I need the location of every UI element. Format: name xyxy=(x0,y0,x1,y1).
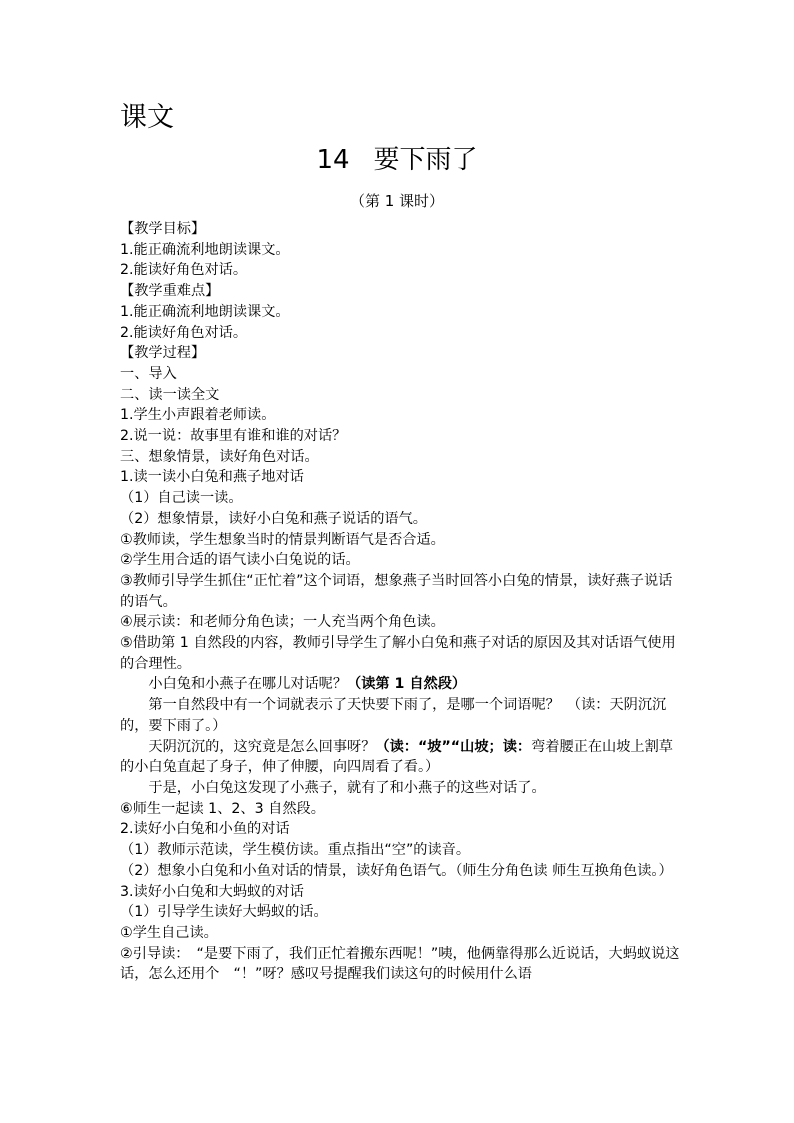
paragraph-text: 弯着腰正在山坡上割草的小白兔直起了身子，伸了伸腰，向四周看了看。） xyxy=(120,738,673,776)
goal-item: 2.能读好角色对话。 xyxy=(120,262,248,279)
keypoint-item: 2.能读好角色对话。 xyxy=(120,324,248,341)
list-item: 2.说一说：故事里有谁和谁的对话？ xyxy=(120,428,347,445)
lesson-title-text: 要下雨了 xyxy=(373,145,478,175)
paragraph: 第一自然段中有一个词就表示了天快要下雨了，是哪一个词语呢？ （读：天阴沉沉的，要下雨了。） xyxy=(120,697,667,734)
list-item: （1）引导学生读好大蚂蚁的话。 xyxy=(120,904,328,921)
paragraph-text: 小白兔和小燕子在哪儿对话呢？ xyxy=(148,676,348,693)
list-item: ⑤借助第 1 自然段的内容，教师引导学生了解小白兔和燕子对话的原因及其对话语气使用的合理性。 xyxy=(120,635,676,672)
list-item: 1.读一读小白兔和燕子地对话 xyxy=(120,469,304,486)
list-item: （1）教师示范读，学生模仿读。重点指出“空”的读音。 xyxy=(120,842,471,859)
list-item: ②引导读： “是要下雨了，我们正忙着搬东西呢！”咦，他俩靠得那么近说话，大蚂蚁说这话，怎么还用个 “！”呀？感叹号提醒我们读这句的时候用什么语 xyxy=(120,945,680,983)
list-item: ①学生自己读。 xyxy=(120,924,218,941)
section-heading: 一、导入 xyxy=(120,365,177,382)
process-heading: 【教学过程】 xyxy=(120,345,206,362)
list-item: （1）自己读一读。 xyxy=(120,490,243,507)
section-heading: 三、想象情景，读好角色对话。 xyxy=(120,448,319,465)
keypoint-item: 1.能正确流利地朗读课文。 xyxy=(120,303,290,320)
list-item: ②学生用合适的语气读小白兔说的话。 xyxy=(120,552,360,569)
list-item: ①教师读，学生想象当时的情景判断语气是否合适。 xyxy=(120,531,445,548)
goal-item: 1.能正确流利地朗读课文。 xyxy=(120,241,290,258)
lesson-title xyxy=(0,142,794,178)
paragraph-text: 天阴沉沉的，这究竟是怎么回事呀？ xyxy=(148,738,376,755)
lesson-number: 14 xyxy=(316,145,350,175)
paragraph-bold: （读第 1 自然段） xyxy=(347,676,467,693)
lesson-period: （第 1 课时） xyxy=(349,192,445,210)
keypoints-heading: 【教学重难点】 xyxy=(120,283,220,300)
paragraph xyxy=(120,737,685,778)
paragraph xyxy=(120,674,685,695)
category-label: 课文 xyxy=(120,102,174,133)
list-item: ④展示读：和老师分角色读；一人充当两个角色读。 xyxy=(120,614,445,631)
document-body xyxy=(120,219,685,985)
list-item: 1.学生小声跟着老师读。 xyxy=(120,407,276,424)
list-item: 3.读好小白兔和大蚂蚁的对话 xyxy=(120,883,304,900)
section-heading: 二、读一读全文 xyxy=(120,386,220,403)
paragraph-bold: （读：“坡”“山坡；读： xyxy=(375,738,532,755)
list-item: ③教师引导学生抓住“正忙着”这个词语，想象燕子当时回答小白兔的情景，读好燕子说话的语气。 xyxy=(120,572,673,610)
list-item: （2）想象小白兔和小鱼对话的情景，读好角色语气。（师生分角色读 师生互换角色读。） xyxy=(120,862,673,879)
list-item: （2）想象情景，读好小白兔和燕子说话的语气。 xyxy=(120,510,427,527)
list-item: ⑥师生一起读 1、2、3 自然段。 xyxy=(120,800,325,817)
goals-heading: 【教学目标】 xyxy=(120,221,206,237)
list-item: 2.读好小白兔和小鱼的对话 xyxy=(120,821,290,838)
paragraph: 于是，小白兔这发现了小燕子，就有了和小燕子的这些对话了。 xyxy=(148,779,546,796)
